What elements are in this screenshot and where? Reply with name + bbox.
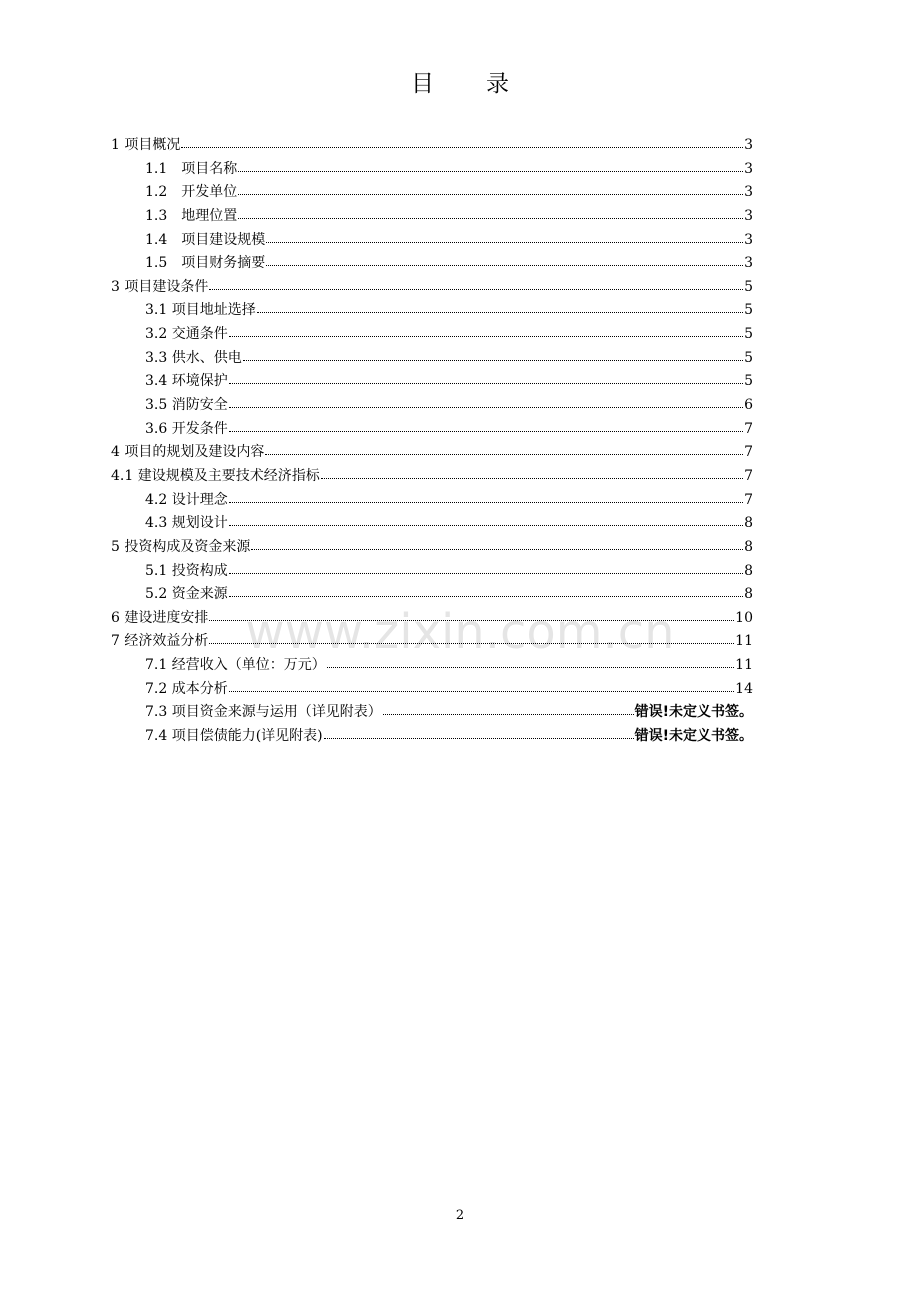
- toc-dot-leader: [229, 490, 743, 504]
- toc-entry-page-number: 10: [735, 609, 753, 626]
- toc-entry-title: 7.2 成本分析: [145, 680, 228, 697]
- toc-entry-title: 1 项目概况: [111, 137, 181, 153]
- toc-entry[interactable]: [111, 607, 753, 631]
- toc-entry-title: 3.6 开发条件: [145, 420, 228, 437]
- toc-entry-title: 5.2 资金来源: [145, 586, 228, 603]
- toc-dot-leader: [229, 561, 743, 575]
- toc-entry-page-number: 错误!未定义书签。: [634, 728, 753, 745]
- toc-entry-page-number: 8: [744, 538, 753, 555]
- toc-entry[interactable]: [111, 441, 753, 465]
- toc-dot-leader: [266, 253, 743, 267]
- toc-entry-title: 5 投资构成及资金来源: [111, 538, 251, 555]
- toc-dot-leader: [321, 466, 743, 480]
- toc-entry-page-number: 5: [744, 302, 753, 319]
- toc-entry-page-number: 11: [735, 633, 753, 650]
- toc-entry-title: 6 建设进度安排: [111, 609, 209, 626]
- toc-dot-leader: [243, 348, 743, 362]
- toc-entry-page-number: 3: [744, 207, 753, 224]
- toc-dot-leader: [257, 300, 743, 314]
- toc-entry-page-number: 5: [744, 373, 753, 390]
- toc-dot-leader: [251, 537, 743, 551]
- toc-entry-title: 3.5 消防安全: [145, 397, 228, 414]
- toc-dot-leader: [209, 608, 734, 622]
- toc-entry-title: 1.2 开发单位: [145, 184, 238, 201]
- toc-entry-page-number: 3: [744, 137, 753, 153]
- toc-entry-title: 4.2 设计理念: [145, 491, 228, 508]
- toc-entry[interactable]: [111, 630, 753, 654]
- toc-entry-page-number: 3: [744, 255, 753, 272]
- toc-entry-title: 3.3 供水、供电: [145, 349, 242, 366]
- toc-entry-page-number: 6: [744, 397, 753, 414]
- toc-entry-title: 7 经济效益分析: [111, 633, 209, 650]
- toc-entry-title: 3 项目建设条件: [111, 278, 209, 295]
- toc-entry[interactable]: [111, 323, 753, 347]
- toc-entry[interactable]: [111, 181, 753, 205]
- toc-dot-leader: [209, 631, 734, 645]
- toc-entry-page-number: 8: [744, 562, 753, 579]
- toc-entry-title: 3.1 项目地址选择: [145, 302, 256, 319]
- toc-entry[interactable]: [111, 725, 753, 749]
- page-title-right: 录: [486, 71, 509, 97]
- toc-dot-leader: [327, 655, 734, 669]
- toc-entry-page-number: 7: [744, 491, 753, 508]
- toc-entry-title: 7.1 经营收入（单位：万元）: [145, 657, 326, 674]
- toc-dot-leader: [229, 513, 743, 527]
- toc-dot-leader: [229, 584, 743, 598]
- toc-entry[interactable]: [111, 158, 753, 182]
- toc-entry-page-number: 5: [744, 278, 753, 295]
- toc-dot-leader: [266, 230, 743, 244]
- toc-entry-page-number: 11: [735, 657, 753, 674]
- toc-entry[interactable]: [111, 465, 753, 489]
- toc-entry-page-number: 7: [744, 467, 753, 484]
- toc-entry-page-number: 错误!未定义书签。: [634, 704, 753, 721]
- toc-entry[interactable]: [111, 229, 753, 253]
- toc-entry-title: 1.3 地理位置: [145, 207, 238, 224]
- toc-entry[interactable]: [111, 276, 753, 300]
- toc-entry[interactable]: [111, 536, 753, 560]
- toc-entry[interactable]: [111, 489, 753, 513]
- toc-entry[interactable]: [111, 299, 753, 323]
- toc-entry[interactable]: [111, 370, 753, 394]
- toc-dot-leader: [209, 277, 743, 291]
- toc-entry[interactable]: [111, 560, 753, 584]
- toc-entry-title: 3.4 环境保护: [145, 373, 228, 390]
- toc-entry-title: 7.4 项目偿债能力(详见附表): [145, 728, 323, 745]
- toc-entry-title: 5.1 投资构成: [145, 562, 228, 579]
- toc-entry[interactable]: [111, 134, 753, 158]
- toc-entry-page-number: 14: [735, 680, 753, 697]
- toc-dot-leader: [238, 206, 743, 220]
- toc-dot-leader: [181, 135, 743, 149]
- toc-entry[interactable]: [111, 394, 753, 418]
- page-title-left: 目: [411, 71, 434, 97]
- toc-entry-page-number: 8: [744, 586, 753, 603]
- page-number: 2: [455, 1208, 465, 1223]
- toc-dot-leader: [324, 726, 634, 740]
- toc-entry-page-number: 3: [744, 231, 753, 248]
- toc-entry-page-number: 8: [744, 515, 753, 532]
- toc-entry-title: 1.4 项目建设规模: [145, 231, 266, 248]
- toc-entry-page-number: 7: [744, 444, 753, 461]
- toc-entry[interactable]: [111, 347, 753, 371]
- toc-dot-leader: [229, 679, 734, 693]
- toc-dot-leader: [229, 371, 743, 385]
- page-title: [0, 68, 920, 100]
- toc-dot-leader: [229, 395, 743, 409]
- toc-dot-leader: [229, 324, 743, 338]
- toc-dot-leader: [265, 442, 743, 456]
- toc-entry-page-number: 3: [744, 160, 753, 177]
- toc-entry-title: 4.3 规划设计: [145, 515, 228, 532]
- toc-entry-title: 1.1 项目名称: [145, 160, 238, 177]
- toc-entry-page-number: 5: [744, 326, 753, 343]
- toc-entry-title: 3.2 交通条件: [145, 326, 228, 343]
- toc-dot-leader: [229, 419, 743, 433]
- toc-entry[interactable]: [111, 418, 753, 442]
- toc-entry[interactable]: [111, 654, 753, 678]
- toc-entry-title: 1.5 项目财务摘要: [145, 255, 266, 272]
- toc-dot-leader: [383, 702, 634, 716]
- toc-entry[interactable]: [111, 512, 753, 536]
- toc-entry[interactable]: [111, 583, 753, 607]
- toc-entry[interactable]: [111, 701, 753, 725]
- toc-entry-page-number: 3: [744, 184, 753, 201]
- table-of-contents: [111, 134, 753, 749]
- toc-entry-title: 4.1 建设规模及主要技术经济指标: [111, 467, 320, 484]
- toc-dot-leader: [238, 159, 743, 173]
- toc-entry[interactable]: [111, 252, 753, 276]
- toc-entry-page-number: 7: [744, 420, 753, 437]
- watermark: www.zixin.com.cn: [245, 604, 675, 660]
- toc-dot-leader: [238, 182, 743, 196]
- toc-entry-title: 7.3 项目资金来源与运用（详见附表）: [145, 704, 382, 721]
- toc-entry[interactable]: [111, 678, 753, 702]
- toc-entry-page-number: 5: [744, 349, 753, 366]
- toc-entry-title: 4 项目的规划及建设内容: [111, 444, 265, 461]
- toc-entry[interactable]: [111, 205, 753, 229]
